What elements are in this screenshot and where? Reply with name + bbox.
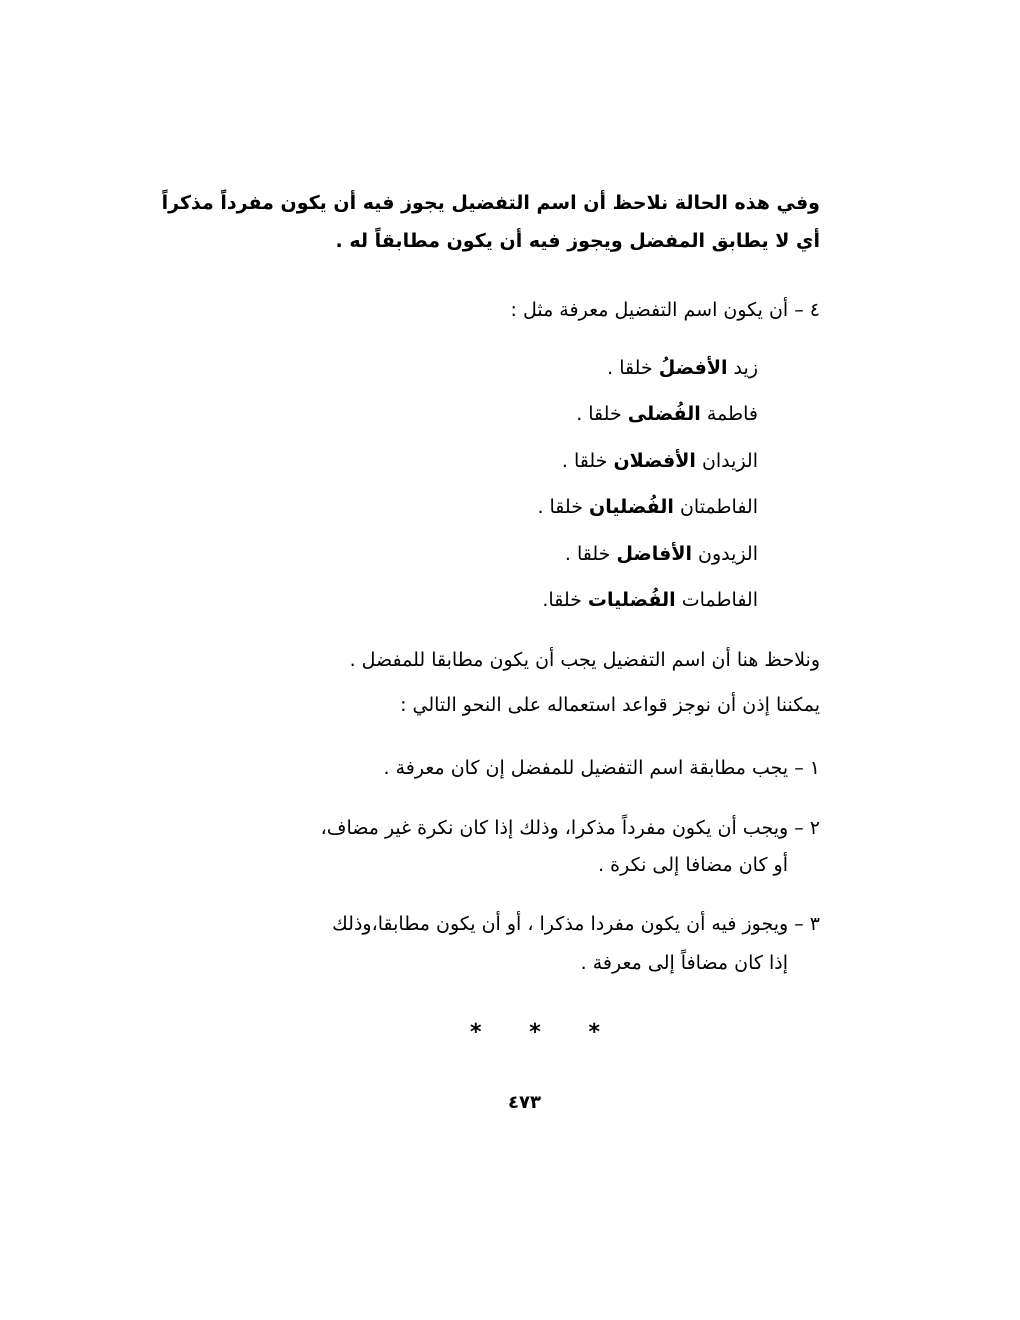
example-tail: خلقا . <box>607 357 659 379</box>
example-tail: خلقا. <box>542 589 588 611</box>
example-subject: الزيدون <box>692 543 758 565</box>
page-number: ٤٧٣ <box>508 1092 541 1113</box>
example-subject: الفاطمتان <box>673 496 758 518</box>
example-line <box>607 353 758 383</box>
example-line <box>537 492 758 522</box>
example-line <box>562 446 758 476</box>
item-4-heading: ٤ – أن يكون اسم التفضيل معرفة مثل : <box>510 299 820 321</box>
example-line <box>576 399 758 429</box>
rule-2-line-1: ٢ – ويجب أن يكون مفرداً مذكرا، وذلك إذا كان نكرة غير مضاف، <box>320 817 820 839</box>
example-tail: خلقا . <box>564 543 617 565</box>
example-superlative: الأفضلُ <box>658 357 728 379</box>
example-line <box>565 539 758 569</box>
example-subject: الزيدان <box>695 450 758 472</box>
example-subject: الفاطمات <box>675 589 758 611</box>
example-tail: خلقا . <box>576 403 628 425</box>
example-superlative: الفُضليان <box>589 496 674 518</box>
example-line <box>542 585 758 615</box>
example-tail: خلقا . <box>537 496 589 518</box>
note-line-1: ونلاحظ هنا أن اسم التفضيل يجب أن يكون مطابقا للمفضل . <box>349 649 820 671</box>
example-superlative: الفُضليات <box>587 589 676 611</box>
section-separator <box>470 1020 600 1045</box>
rule-2-line-2: أو كان مضافا إلى نكرة . <box>598 854 788 876</box>
rule-3-line-1: ٣ – ويجوز فيه أن يكون مفردا مذكرا ، أو أن يكون مطابقا،وذلك <box>332 913 820 935</box>
note-line-2: يمكننا إذن أن نوجز قواعد استعماله على النحو التالي : <box>400 694 820 716</box>
intro-line-1: وفي هذه الحالة نلاحظ أن اسم التفضيل يجوز فيه أن يكون مفرداً مذكراً <box>161 192 820 214</box>
rule-1: ١ – يجب مطابقة اسم التفضيل للمفضل إن كان معرفة . <box>383 757 820 779</box>
example-superlative: الأفضلان <box>613 450 696 472</box>
star-icon: * <box>470 1020 482 1045</box>
example-subject: زيد <box>727 357 758 379</box>
example-superlative: الأفاضل <box>616 543 693 565</box>
rule-3-line-2: إذا كان مضافاً إلى معرفة . <box>580 952 788 974</box>
example-subject: فاطمة <box>700 403 758 425</box>
intro-line-2: أي لا يطابق المفضل ويجوز فيه أن يكون مطابقاً له . <box>335 230 820 252</box>
star-icon: * <box>588 1020 600 1045</box>
star-icon: * <box>529 1020 541 1045</box>
example-tail: خلقا . <box>561 450 614 472</box>
example-superlative: الفُضلى <box>627 403 701 425</box>
